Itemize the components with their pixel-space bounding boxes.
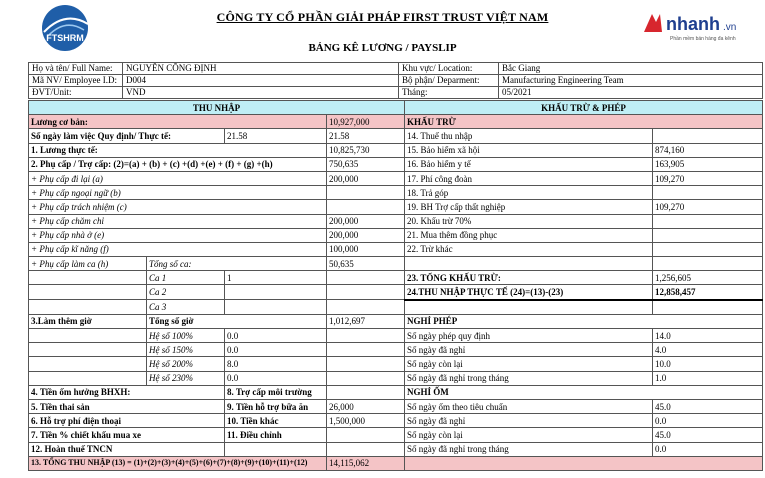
d22-value xyxy=(653,242,763,256)
empty-cell xyxy=(405,300,653,315)
section-header-row xyxy=(29,101,763,115)
allowance-value: 750,635 xyxy=(327,157,405,171)
i6-label: 6. Hỗ trợ phí điện thoại xyxy=(29,414,225,428)
d18-value xyxy=(653,186,763,200)
unit-value: VND xyxy=(123,87,399,99)
table-row xyxy=(29,271,763,285)
empty-cell xyxy=(405,456,763,470)
empty-cell xyxy=(225,285,327,300)
empty-cell xyxy=(327,357,405,371)
sick-1-value: 45.0 xyxy=(653,399,763,413)
empty-cell xyxy=(653,300,763,315)
sick-2-value: 0.0 xyxy=(653,414,763,428)
actual-salary-label: 1. Lương thực tế: xyxy=(29,143,327,157)
table-row xyxy=(29,228,763,242)
i7-label: 7. Tiền % chiết khấu mua xe xyxy=(29,428,225,442)
table-row xyxy=(29,399,763,413)
leave-heading: NGHỈ PHÉP xyxy=(405,314,763,328)
table-row xyxy=(29,143,763,157)
table-row xyxy=(29,115,763,129)
actual-salary-value: 10,825,730 xyxy=(327,143,405,157)
allow-h-value: 50,635 xyxy=(327,257,405,271)
empty-cell xyxy=(29,285,147,300)
total-income-label: 13. TỔNG THU NHẬP (13) = (1)+(2)+(3)+(4)+(5)+(6)+(7)+(8)+(9)+(10)+(11)+(12) xyxy=(29,456,327,470)
leave-4-label: Số ngày đã nghỉ trong tháng xyxy=(405,371,653,385)
d17-label: 17. Phí công đoàn xyxy=(405,171,653,185)
brand-logo xyxy=(640,8,760,44)
allow-a-label: + Phụ cấp đi lại (a) xyxy=(29,171,327,185)
sick-3-value: 45.0 xyxy=(653,428,763,442)
table-row xyxy=(29,157,763,171)
income-heading: THU NHẬP xyxy=(29,101,405,115)
allowance-label: 2. Phụ cấp / Trợ cấp: (2)=(a) + (b) + (c) +(d) +(e) + (f) + (g) +(h) xyxy=(29,157,327,171)
d21-value xyxy=(653,228,763,242)
ot230-value: 0.0 xyxy=(225,371,327,385)
brand-tagline: Phần mềm bán hàng đa kênh xyxy=(670,36,736,42)
empty-cell xyxy=(29,329,147,343)
ot230-label: Hệ số 230% xyxy=(147,371,225,385)
id-label: Mã NV/ Employee I.D: xyxy=(29,75,123,87)
ot200-value: 8.0 xyxy=(225,357,327,371)
d23-value: 1,256,605 xyxy=(653,271,763,285)
allow-b-value xyxy=(327,186,405,200)
d16-label: 16. Bảo hiểm y tế xyxy=(405,157,653,171)
location-value: Bắc Giang xyxy=(499,63,763,75)
table-row xyxy=(29,242,763,256)
ot200-label: Hệ số 200% xyxy=(147,357,225,371)
table-row xyxy=(29,357,763,371)
company-name: CÔNG TY CỔ PHẦN GIẢI PHÁP FIRST TRUST VIỆT NAM xyxy=(216,10,549,24)
work-days-standard: 21.58 xyxy=(225,129,327,143)
empty-cell xyxy=(29,271,147,285)
sick-4-label: Số ngày đã nghỉ trong tháng xyxy=(405,442,653,456)
empty-cell xyxy=(327,428,405,442)
info-row xyxy=(29,75,763,87)
sick-3-label: Số ngày còn lại xyxy=(405,428,653,442)
i4-label: 4. Tiền ốm hưởng BHXH: xyxy=(29,385,225,399)
base-salary-value: 10,927,000 xyxy=(327,115,405,129)
work-days-label: Số ngày làm việc Quy định/ Thực tế: xyxy=(29,129,225,143)
empty-cell xyxy=(327,329,405,343)
sick-heading: NGHỈ ỐM xyxy=(405,385,763,399)
table-row xyxy=(29,257,763,271)
d19-label: 19. BH Trợ cấp thất nghiệp xyxy=(405,200,653,214)
table-row xyxy=(29,414,763,428)
i11-label: 11. Điều chỉnh xyxy=(225,428,327,442)
d14-value xyxy=(653,129,763,143)
d24-label: 24.THU NHẬP THỰC TẾ (24)=(13)-(23) xyxy=(405,285,653,300)
d23-label: 23. TỔNG KHẤU TRỪ: xyxy=(405,271,653,285)
table-row xyxy=(29,300,763,315)
dept-label: Bộ phận/ Deparment: xyxy=(399,75,499,87)
allow-c-value xyxy=(327,200,405,214)
ca2-label: Ca 2 xyxy=(147,285,225,300)
leave-3-label: Số ngày còn lại xyxy=(405,357,653,371)
allow-e-value: 200,000 xyxy=(327,228,405,242)
empty-cell xyxy=(327,285,405,300)
table-row xyxy=(29,171,763,185)
table-row xyxy=(29,371,763,385)
table-row xyxy=(29,285,763,300)
table-row xyxy=(29,385,763,399)
brand-suffix: .vn xyxy=(723,22,737,33)
d20-label: 20. Khấu trừ 70% xyxy=(405,214,653,228)
empty-cell xyxy=(29,371,147,385)
ot-value: 1,012,697 xyxy=(327,314,405,328)
sick-4-value: 0.0 xyxy=(653,442,763,456)
info-row xyxy=(29,63,763,75)
allow-c-label: + Phụ cấp trách nhiệm (c) xyxy=(29,200,327,214)
ot150-value: 0.0 xyxy=(225,343,327,357)
location-label: Khu vực/ Location: xyxy=(399,63,499,75)
sick-1-label: Số ngày ốm theo tiêu chuẩn xyxy=(405,399,653,413)
d15-label: 15. Bảo hiểm xã hội xyxy=(405,143,653,157)
empty-cell xyxy=(327,343,405,357)
logo-text: FTSHRM xyxy=(46,33,84,43)
ot100-label: Hệ số 100% xyxy=(147,329,225,343)
sick-2-label: Số ngày đã nghỉ xyxy=(405,414,653,428)
employee-info-table xyxy=(28,62,763,99)
d19-value: 109,270 xyxy=(653,200,763,214)
d20-value xyxy=(653,214,763,228)
empty-cell xyxy=(327,371,405,385)
table-row xyxy=(29,329,763,343)
d17-value: 109,270 xyxy=(653,171,763,185)
empty-cell xyxy=(327,442,405,456)
table-row xyxy=(29,200,763,214)
empty-cell xyxy=(29,343,147,357)
allow-h-label: + Phụ cấp làm ca (h) xyxy=(29,257,147,271)
table-row xyxy=(29,428,763,442)
allow-b-label: + Phụ cấp ngoại ngữ (b) xyxy=(29,186,327,200)
table-row xyxy=(29,129,763,143)
empty-cell xyxy=(327,300,405,315)
i10-label: 10. Tiền khác xyxy=(225,414,327,428)
d24-value: 12,858,457 xyxy=(653,285,763,300)
allow-a-value: 200,000 xyxy=(327,171,405,185)
table-row xyxy=(29,186,763,200)
ca1-value: 1 xyxy=(225,271,327,285)
i10-value: 1,500,000 xyxy=(327,414,405,428)
table-row xyxy=(29,214,763,228)
month-value: 05/2021 xyxy=(499,87,763,99)
deduct-heading: KHẤU TRỪ & PHÉP xyxy=(405,101,763,115)
month-label: Tháng: xyxy=(399,87,499,99)
info-row xyxy=(29,87,763,99)
base-salary-label: Lương cơ bản: xyxy=(29,115,327,129)
ot100-value: 0.0 xyxy=(225,329,327,343)
payslip-table xyxy=(28,100,763,471)
empty-cell xyxy=(225,300,327,315)
empty-cell xyxy=(29,357,147,371)
empty-cell xyxy=(405,257,653,271)
table-row xyxy=(29,314,763,328)
ot-hours-label: Tổng số giờ xyxy=(147,314,327,328)
total-income-value: 14,115,062 xyxy=(327,456,405,470)
table-row xyxy=(29,343,763,357)
empty-cell xyxy=(653,257,763,271)
i8-label: 8. Trợ cấp môi trường xyxy=(225,385,327,399)
i9-label: 9. Tiền hỗ trợ bữa ăn xyxy=(225,399,327,413)
leave-4-value: 1.0 xyxy=(653,371,763,385)
payslip-title: BẢNG KÊ LƯƠNG / PAYSLIP xyxy=(308,42,457,54)
dept-value: Manufacturing Engineering Team xyxy=(499,75,763,87)
leave-2-label: Số ngày đã nghỉ xyxy=(405,343,653,357)
empty-cell xyxy=(29,300,147,315)
leave-3-value: 10.0 xyxy=(653,357,763,371)
allow-f-value: 100,000 xyxy=(327,242,405,256)
i9-value: 26,000 xyxy=(327,399,405,413)
ca3-label: Ca 3 xyxy=(147,300,225,315)
unit-label: ĐVT/Unit: xyxy=(29,87,123,99)
d14-label: 14. Thuế thu nhập xyxy=(405,129,653,143)
ot150-label: Hệ số 150% xyxy=(147,343,225,357)
allow-d-value: 200,000 xyxy=(327,214,405,228)
leave-1-label: Số ngày phép quy định xyxy=(405,329,653,343)
ot-label: 3.Làm thêm giờ xyxy=(29,314,147,328)
empty-cell xyxy=(225,442,327,456)
d15-value: 874,160 xyxy=(653,143,763,157)
d22-label: 22. Trừ khác xyxy=(405,242,653,256)
d18-label: 18. Trả góp xyxy=(405,186,653,200)
table-row xyxy=(29,442,763,456)
empty-cell xyxy=(327,271,405,285)
table-row xyxy=(29,456,763,470)
shift-total-label: Tổng số ca: xyxy=(147,257,327,271)
deduct-subheading: KHẤU TRỪ xyxy=(405,115,763,129)
leave-1-value: 14.0 xyxy=(653,329,763,343)
d21-label: 21. Mua thêm đồng phục xyxy=(405,228,653,242)
allow-f-label: + Phụ cấp kĩ năng (f) xyxy=(29,242,327,256)
brand-name: nhanh xyxy=(666,14,720,34)
allow-e-label: + Phụ cấp nhà ở (e) xyxy=(29,228,327,242)
empty-cell xyxy=(327,385,405,399)
ca1-label: Ca 1 xyxy=(147,271,225,285)
work-days-actual: 21.58 xyxy=(327,129,405,143)
name-label: Họ và tên/ Full Name: xyxy=(29,63,123,75)
i12-label: 12. Hoàn thuế TNCN xyxy=(29,442,225,456)
allow-d-label: + Phụ cấp chăm chỉ xyxy=(29,214,327,228)
i5-label: 5. Tiền thai sản xyxy=(29,399,225,413)
employee-name: NGUYỄN CÔNG ĐỊNH xyxy=(123,63,399,75)
leave-2-value: 4.0 xyxy=(653,343,763,357)
employee-id: D004 xyxy=(123,75,399,87)
d16-value: 163,905 xyxy=(653,157,763,171)
